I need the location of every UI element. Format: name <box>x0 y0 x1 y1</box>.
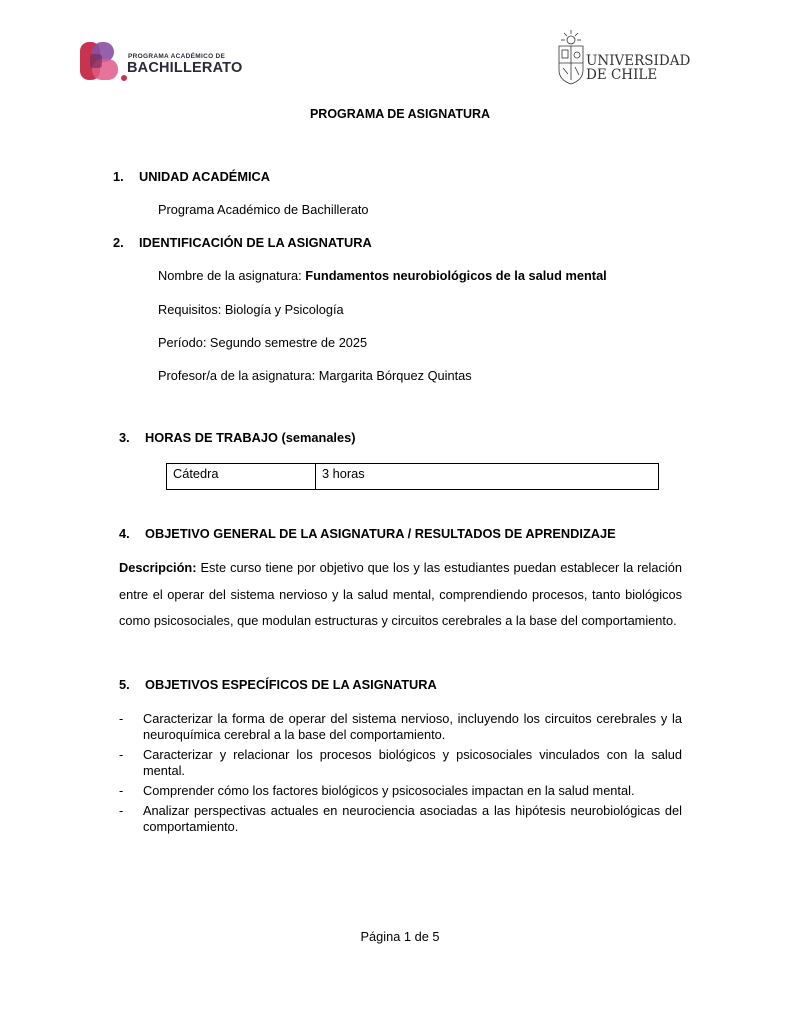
section-5-title: OBJETIVOS ESPECÍFICOS DE LA ASIGNATURA <box>145 677 437 692</box>
section-4-number: 4. <box>119 526 130 541</box>
bullet-dash: - <box>119 803 124 818</box>
university-name-line2: DE CHILE <box>586 67 658 83</box>
hours-table <box>166 463 659 490</box>
requisitos-line: Requisitos: Biología y Psicología <box>158 302 344 317</box>
objective-text: Comprender cómo los factores biológicos y psicosociales impactan en la salud mental. <box>143 783 635 798</box>
list-item <box>119 803 682 835</box>
section-3-title: HORAS DE TRABAJO (semanales) <box>145 430 356 445</box>
section-2-number: 2. <box>113 235 124 250</box>
hours-table-value: 3 horas <box>322 466 365 481</box>
list-item <box>119 711 682 743</box>
objective-text: Analizar perspectivas actuales en neurociencia asociadas a las hipótesis neurobiológicas del comportamiento. <box>143 803 682 834</box>
description-text: Este curso tiene por objetivo que los y las estudiantes puedan establecer la relación entre el operar del sistema nervioso y la salud mental, comprendiendo procesos, tanto biológicos como psicosociales, que modulan estructuras y circuitos cerebrales a la base del comportamiento. <box>119 560 682 628</box>
bullet-dash: - <box>119 783 124 798</box>
university-name-line1: UNIVERSIDAD <box>586 53 691 69</box>
hours-table-label: Cátedra <box>167 464 316 489</box>
universidad-de-chile-logo <box>556 30 696 86</box>
objective-text: Caracterizar la forma de operar del sistema nervioso, incluyendo los circuitos cerebrales y la neuroquímica cerebral a la base del comportamiento. <box>143 711 682 742</box>
bachillerato-logo <box>80 40 250 84</box>
section-1-number: 1. <box>113 169 124 184</box>
course-name-line <box>158 268 607 283</box>
section-5-number: 5. <box>119 677 130 692</box>
bullet-dash: - <box>119 747 124 762</box>
objectives-list <box>119 711 682 839</box>
description-paragraph <box>119 555 682 635</box>
objective-text: Caracterizar y relacionar los procesos biológicos y psicosociales vinculados con la salud mental. <box>143 747 682 778</box>
course-name-value: Fundamentos neurobiológicos de la salud mental <box>305 268 607 283</box>
section-3-number: 3. <box>119 430 130 445</box>
list-item <box>119 783 682 799</box>
document-title: PROGRAMA DE ASIGNATURA <box>309 107 491 121</box>
logo-subtitle: PROGRAMA ACADÉMICO DE <box>128 53 226 60</box>
description-label: Descripción: <box>119 560 197 575</box>
section-1-heading <box>113 169 270 184</box>
bullet-dash: - <box>119 711 124 726</box>
list-item <box>119 747 682 779</box>
section-4-title: OBJETIVO GENERAL DE LA ASIGNATURA / RESULTADOS DE APRENDIZAJE <box>145 526 616 541</box>
unidad-academica-value: Programa Académico de Bachillerato <box>158 202 369 217</box>
section-3-heading <box>119 430 356 445</box>
course-name-label: Nombre de la asignatura: <box>158 268 302 283</box>
section-4-heading <box>119 526 616 541</box>
page-number: Página 1 de 5 <box>360 929 440 944</box>
logo-title: BACHILLERATO <box>127 60 243 76</box>
section-5-heading <box>119 677 437 692</box>
section-1-title: UNIDAD ACADÉMICA <box>139 169 271 184</box>
section-2-heading <box>113 235 372 250</box>
profesor-line: Profesor/a de la asignatura: Margarita Bórquez Quintas <box>158 368 472 383</box>
bachillerato-logo-icon <box>80 40 128 84</box>
section-2-title: IDENTIFICACIÓN DE LA ASIGNATURA <box>139 235 372 250</box>
periodo-line: Período: Segundo semestre de 2025 <box>158 335 368 350</box>
university-crest-icon <box>556 30 586 86</box>
